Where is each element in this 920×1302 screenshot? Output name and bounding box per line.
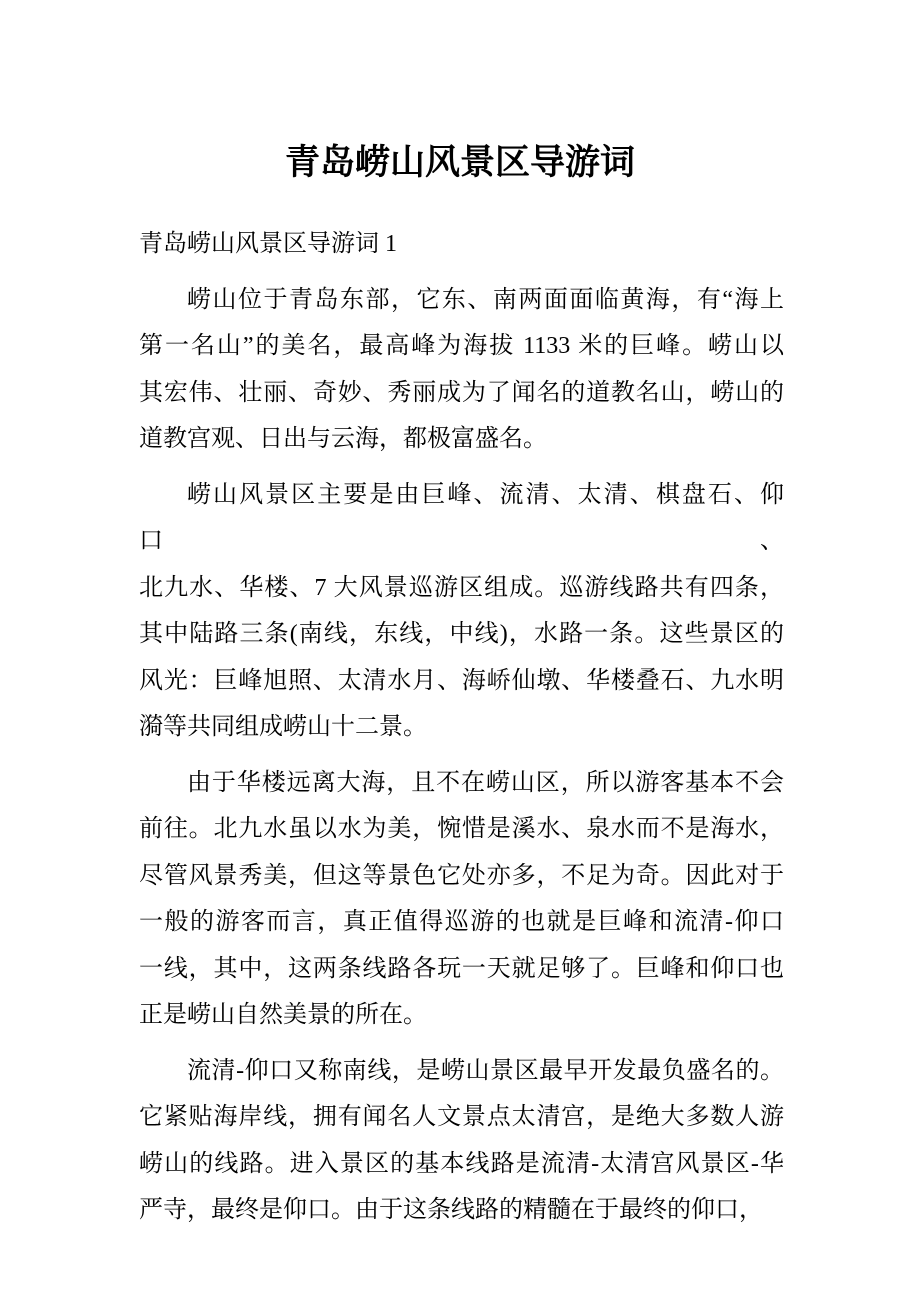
text-line: 其中陆路三条(南线，东线，中线)，水路一条。这些景区的 xyxy=(139,621,784,647)
text-line: 漪等共同组成崂山十二景。 xyxy=(139,714,427,740)
text-line: 第一名山”的美名，最高峰为海拔 1133 米的巨峰。崂山以 xyxy=(139,333,784,359)
text-line: 严寺，最终是仰口。由于这条线路的精髓在于最终的仰口， xyxy=(139,1197,763,1223)
text-line: 正是崂山自然美景的所在。 xyxy=(139,1002,427,1028)
text-line: 北九水、华楼、7 大风景巡游区组成。巡游线路共有四条， xyxy=(139,574,784,601)
text-line: 崂山位于青岛东部，它东、南两面面临黄海，有“海上 xyxy=(187,286,784,313)
text-line: 它紧贴海岸线，拥有闻名人文景点太清宫，是绝大多数人游 xyxy=(139,1104,784,1130)
paragraphs-container xyxy=(139,277,784,1234)
paragraph xyxy=(139,277,784,463)
text-line: 由于华楼远离大海，且不在崂山区，所以游客基本不会 xyxy=(187,769,784,796)
section-heading: 青岛崂山风景区导游词 1 xyxy=(139,231,397,257)
paragraph xyxy=(139,472,784,751)
text-line: 道教宫观、日出与云海，都极富盛名。 xyxy=(139,426,547,452)
document-body xyxy=(139,221,784,1234)
document-title: 青岛崂山风景区导游词 xyxy=(284,143,635,182)
text-line: 风光：巨峰旭照、太清水月、海峤仙墩、华楼叠石、九水明 xyxy=(139,667,784,694)
text-line: 一般的游客而言，真正值得巡游的也就是巨峰和流清-仰口 xyxy=(139,909,784,935)
text-line: 崂山的线路。进入景区的基本线路是流清-太清宫风景区-华 xyxy=(139,1150,784,1177)
text-line: 尽管风景秀美，但这等景色它处亦多，不足为奇。因此对于 xyxy=(139,862,784,889)
text-line: 一线，其中，这两条线路各玩一天就足够了。巨峰和仰口也 xyxy=(139,955,784,982)
paragraph xyxy=(139,1048,784,1234)
paragraph xyxy=(139,760,784,1039)
text-line: 前往。北九水虽以水为美，惋惜是溪水、泉水而不是海水， xyxy=(139,816,784,842)
text-line: 其宏伟、壮丽、奇妙、秀丽成为了闻名的道教名山，崂山的 xyxy=(139,379,784,406)
text-line: 崂山风景区主要是由巨峰、流清、太清、棋盘石、仰口、 xyxy=(139,481,784,554)
text-line: 流清-仰口又称南线，是崂山景区最早开发最负盛名的。 xyxy=(187,1057,784,1084)
